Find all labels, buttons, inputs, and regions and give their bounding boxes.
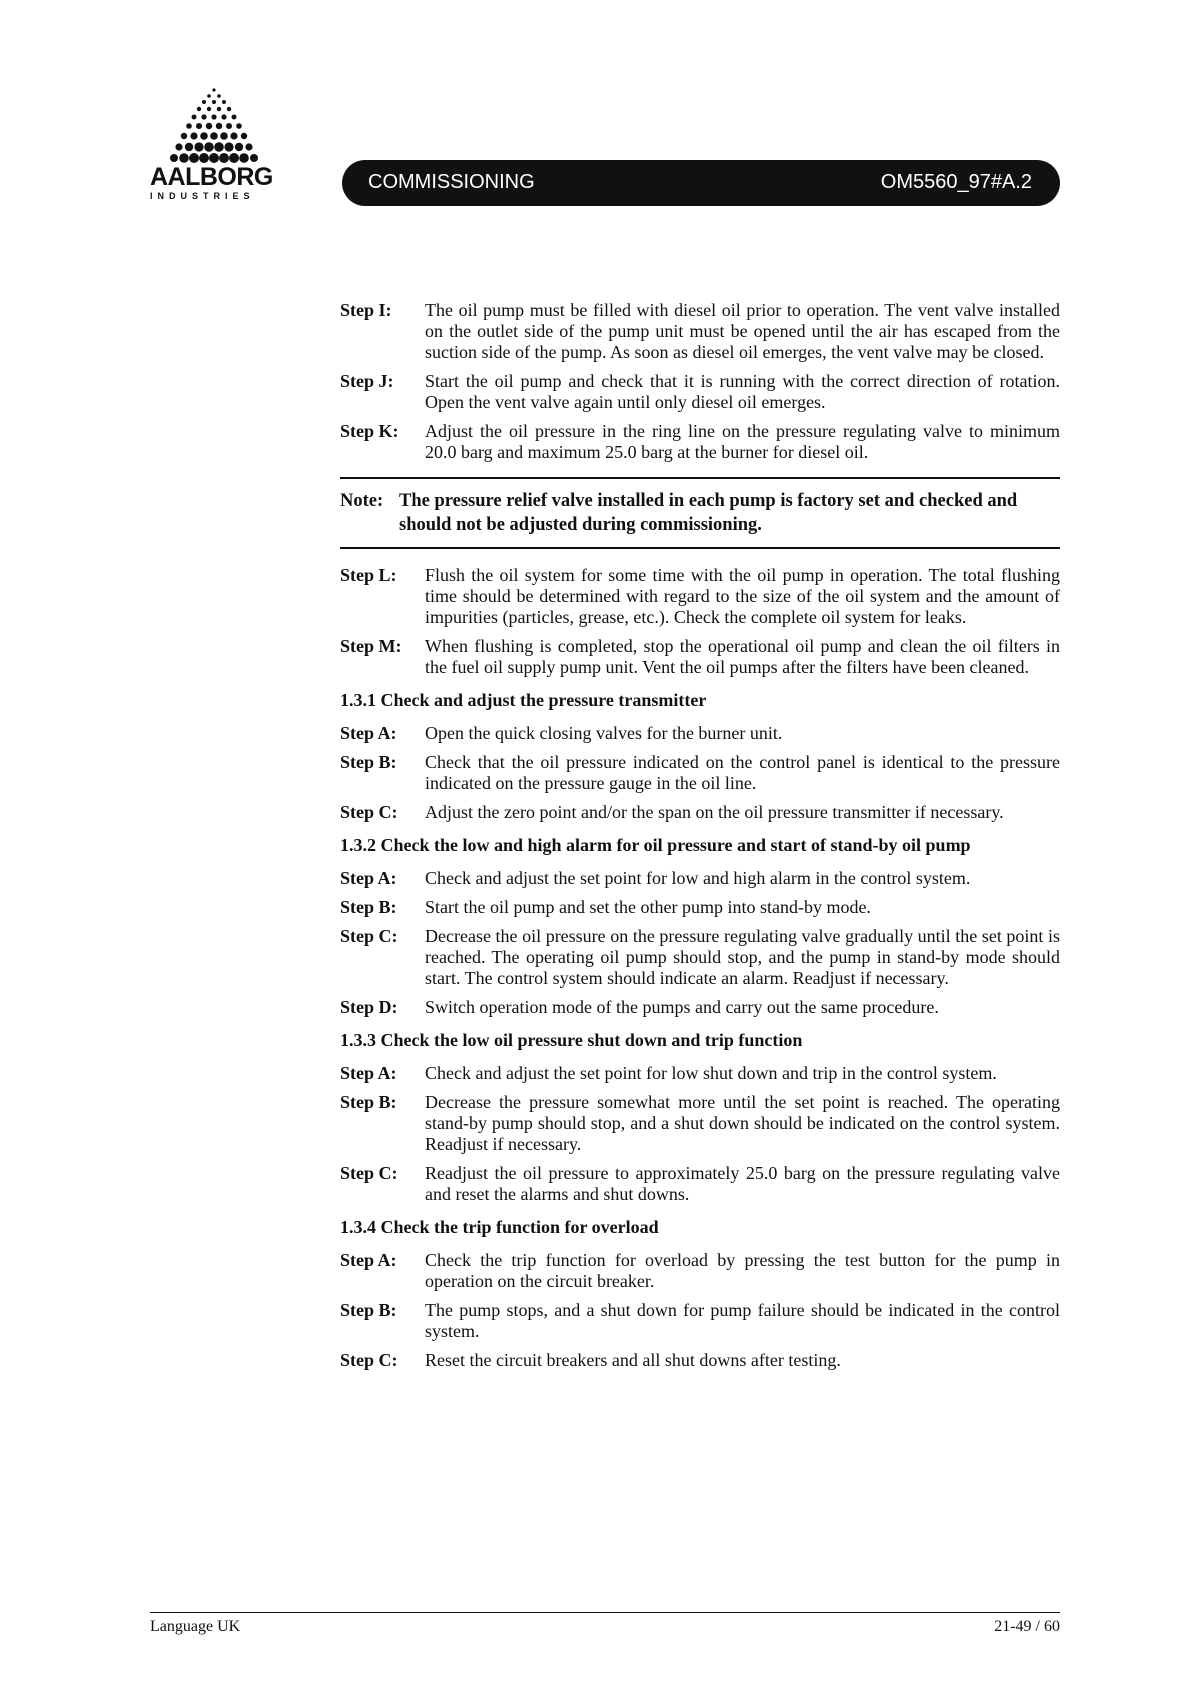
step-item xyxy=(340,897,1060,918)
step-item xyxy=(340,636,1060,678)
step-label: Step B: xyxy=(340,1092,397,1112)
step-item xyxy=(340,752,1060,794)
step-text: Start the oil pump and check that it is running with the correct direction of rotation. Open the vent valve again until only diesel oil emerges. xyxy=(425,371,1060,412)
step-item xyxy=(340,300,1060,363)
step-text: Decrease the pressure somewhat more until the set point is reached. The operating stand-by pump should stop, and a shut down should be indicated on the control system. Readjust if necessary. xyxy=(425,1092,1060,1154)
step-text: Start the oil pump and set the other pump into stand-by mode. xyxy=(425,897,871,917)
step-item xyxy=(340,723,1060,744)
section-heading: 1.3.4 Check the trip function for overload xyxy=(340,1217,659,1237)
document-body xyxy=(340,300,1060,1379)
step-label: Step A: xyxy=(340,723,397,743)
logo-dots-icon xyxy=(154,86,274,164)
step-text: Adjust the oil pressure in the ring line on the pressure regulating valve to minimum 20.0 barg and maximum 25.0 barg at the burner for diesel oil. xyxy=(425,421,1060,462)
step-text: Reset the circuit breakers and all shut downs after testing. xyxy=(425,1350,841,1370)
step-item xyxy=(340,926,1060,989)
step-label: Step A: xyxy=(340,868,397,888)
step-label: Step A: xyxy=(340,1063,397,1083)
step-item xyxy=(340,1092,1060,1155)
section-heading: 1.3.3 Check the low oil pressure shut down and trip function xyxy=(340,1030,803,1050)
note xyxy=(340,489,1060,537)
step-text: Check that the oil pressure indicated on the control panel is identical to the pressure indicated on the pressure gauge in the oil line. xyxy=(425,752,1060,793)
step-label: Step A: xyxy=(340,1250,397,1270)
step-label: Step J: xyxy=(340,371,394,391)
step-text: Check and adjust the set point for low shut down and trip in the control system. xyxy=(425,1063,997,1083)
footer-divider xyxy=(150,1612,1060,1613)
step-label: Step I: xyxy=(340,300,392,320)
step-text: Check and adjust the set point for low and high alarm in the control system. xyxy=(425,868,971,888)
section-heading: 1.3.1 Check and adjust the pressure transmitter xyxy=(340,690,707,710)
step-text: Readjust the oil pressure to approximately 25.0 barg on the pressure regulating valve and reset the alarms and shut downs. xyxy=(425,1163,1060,1204)
step-item xyxy=(340,1163,1060,1205)
step-text: Decrease the oil pressure on the pressure regulating valve gradually until the set point is reached. The operating oil pump should stop, and the pump in stand-by mode should start. The control system should indicate an alarm. Readjust if necessary. xyxy=(425,926,1060,988)
note-label: Note: xyxy=(340,491,384,511)
note-text: The pressure relief valve installed in each pump is factory set and checked and should not be adjusted during commissioning. xyxy=(399,491,1018,535)
step-label: Step C: xyxy=(340,1163,398,1183)
note-box xyxy=(340,477,1060,549)
step-label: Step M: xyxy=(340,636,402,656)
step-label: Step D: xyxy=(340,997,398,1017)
step-label: Step B: xyxy=(340,897,397,917)
step-label: Step C: xyxy=(340,802,398,822)
document-id: OM5560_97#A.2 xyxy=(880,171,1032,193)
step-item xyxy=(340,1350,1060,1371)
header-banner xyxy=(342,160,1060,206)
step-text: Open the quick closing valves for the burner unit. xyxy=(425,723,783,743)
step-text: The pump stops, and a shut down for pump failure should be indicated in the control system. xyxy=(425,1300,1060,1341)
step-item xyxy=(340,421,1060,463)
step-item xyxy=(340,868,1060,889)
logo-subtitle: INDUSTRIES xyxy=(150,191,255,201)
footer-page-number: 21-49 / 60 xyxy=(994,1618,1060,1635)
step-item xyxy=(340,565,1060,628)
step-text: Adjust the zero point and/or the span on the oil pressure transmitter if necessary. xyxy=(425,802,1004,822)
step-item xyxy=(340,1250,1060,1292)
step-label: Step K: xyxy=(340,421,399,441)
step-item xyxy=(340,997,1060,1018)
step-item xyxy=(340,802,1060,823)
step-label: Step L: xyxy=(340,565,397,585)
step-item xyxy=(340,371,1060,413)
company-logo xyxy=(150,86,280,202)
step-text: Switch operation mode of the pumps and carry out the same procedure. xyxy=(425,997,939,1017)
section-heading: 1.3.2 Check the low and high alarm for oil pressure and start of stand-by oil pump xyxy=(340,835,971,855)
step-label: Step C: xyxy=(340,926,398,946)
step-text: When flushing is completed, stop the operational oil pump and clean the oil filters in the fuel oil supply pump unit. Vent the oil pumps after the filters have been cleaned. xyxy=(425,636,1060,677)
step-item xyxy=(340,1300,1060,1342)
step-label: Step C: xyxy=(340,1350,398,1370)
footer-language: Language UK xyxy=(150,1618,241,1635)
step-item xyxy=(340,1063,1060,1084)
step-text: Flush the oil system for some time with the oil pump in operation. The total flushing time should be determined with regard to the size of the oil system and the amount of impurities (particles, grease, etc.). Check the complete oil system for leaks. xyxy=(425,565,1060,627)
logo-name: AALBORG xyxy=(150,163,273,191)
step-label: Step B: xyxy=(340,752,397,772)
step-text: Check the trip function for overload by pressing the test button for the pump in operation on the circuit breaker. xyxy=(425,1250,1060,1291)
steps-top xyxy=(340,300,1060,463)
steps-mid xyxy=(340,565,1060,678)
section-title: COMMISSIONING xyxy=(368,171,535,193)
step-label: Step B: xyxy=(340,1300,397,1320)
step-text: The oil pump must be filled with diesel oil prior to operation. The vent valve installed on the outlet side of the pump unit must be opened until the air has escaped from the suction side of the pump. As soon as diesel oil emerges, the vent valve may be closed. xyxy=(425,300,1060,362)
